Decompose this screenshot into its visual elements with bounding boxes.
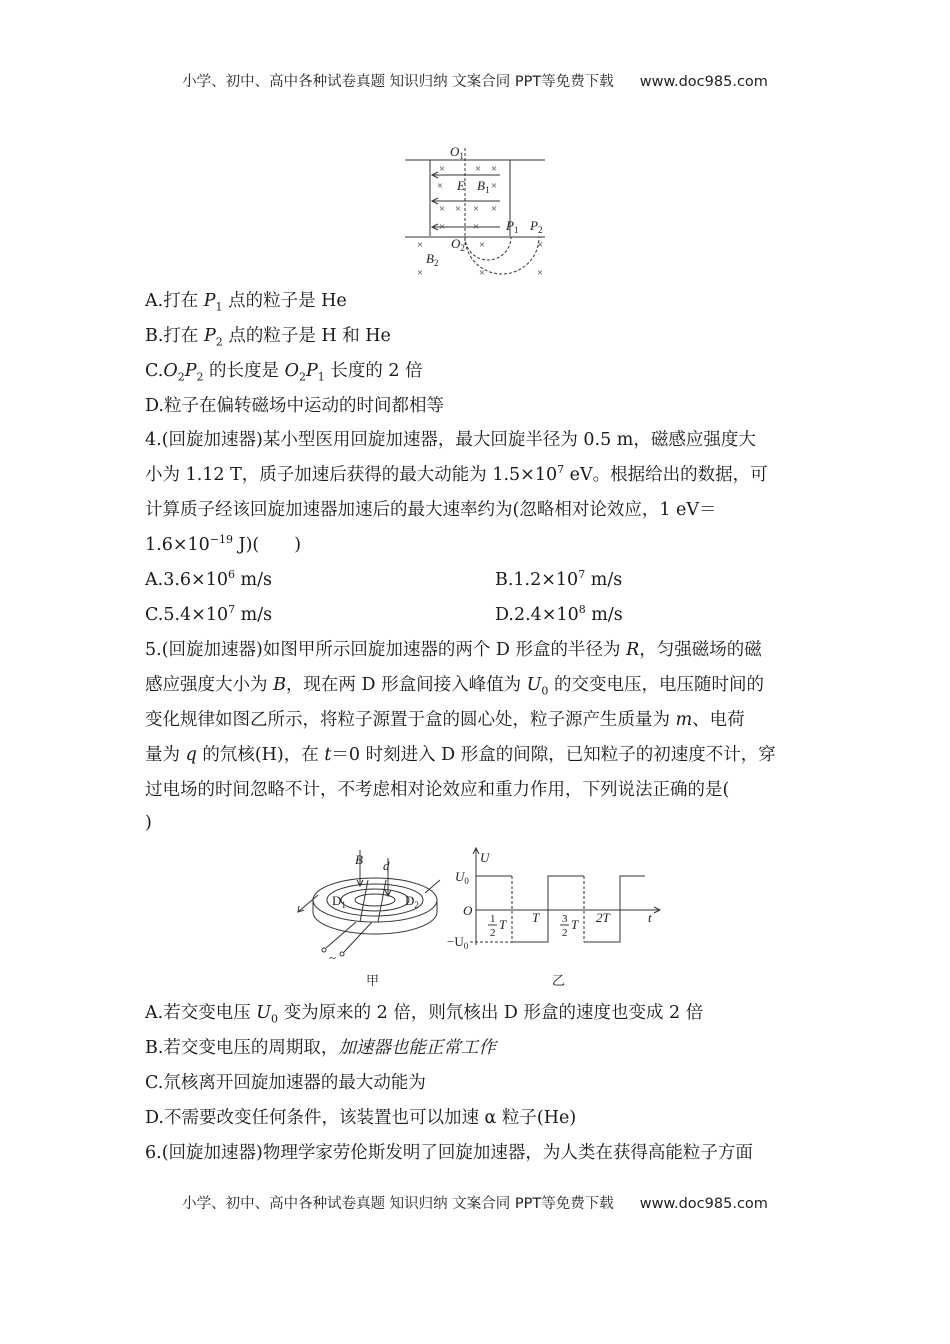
tick-half-den: 2 xyxy=(490,927,496,939)
header-text: 小学、初中、高中各种试卷真题 知识归纳 文案合同 PPT等免费下载 xyxy=(182,74,614,90)
field-cross: × xyxy=(478,267,486,279)
tick-three-halves-t: T xyxy=(571,917,579,932)
field-cross: × xyxy=(536,239,544,251)
q5-option-d: D.不需要改变任何条件，该装置也可以加速 α 粒子(He) xyxy=(145,1108,577,1128)
field-cross: × xyxy=(490,163,498,175)
header-url[interactable]: www.doc985.com xyxy=(639,74,768,90)
field-cross: × xyxy=(536,267,544,279)
footer-text: 小学、初中、高中各种试卷真题 知识归纳 文案合同 PPT等免费下载 xyxy=(182,1196,614,1212)
q3-option-b: B.打在 $P_2$ 点的粒子是 H 和 He xyxy=(145,326,391,349)
footer-url[interactable]: www.doc985.com xyxy=(639,1196,768,1212)
q4-line-3: 计算质子经该回旋加速器加速后的最大速率约为(忽略相对论效应，1 eV＝ xyxy=(145,500,717,520)
q4-line-4: $1.6\times 10^{-19}$ J)( ) xyxy=(145,533,302,555)
label-e: E xyxy=(457,178,465,193)
figure-mass-spectrometer xyxy=(400,138,560,283)
q5-line-5: 过电场的时间忽略不计，不考虑相对论效应和重力作用，下列说法正确的是( xyxy=(145,780,730,800)
q5-line-3: 变化规律如图乙所示，将粒子源置于盒的圆心处，粒子源产生质量为 m、电荷 xyxy=(145,710,745,730)
q4-line-2: 小为 1.12 T，质子加速后获得的最大动能为 $1.5\times 10^7$ eV。根据给出的数据，可 xyxy=(145,463,768,485)
field-cross: × xyxy=(472,221,480,233)
label-b2: $B_2$ xyxy=(426,251,439,268)
q5-line-2: 感应强度大小为 B，现在两 D 形盒间接入峰值为 $U_0$ 的交变电压，电压随时间的 xyxy=(145,675,764,698)
label-p1: $P_1$ xyxy=(506,218,519,235)
field-cross: × xyxy=(438,203,446,215)
q3-option-a: A.打在 $P_1$ 点的粒子是 He xyxy=(145,291,347,314)
field-cross: × xyxy=(438,163,446,175)
q5-line-1: 5.(回旋加速器)如图甲所示回旋加速器的两个 D 形盒的半径为 R，匀强磁场的磁 xyxy=(145,640,762,660)
figure-cyclotron xyxy=(280,840,680,1000)
q4-option-a: $A.3.6\times 10^6$ m/s xyxy=(145,568,273,590)
tick-three-halves-den: 2 xyxy=(562,927,568,939)
label-o1: $O_1$ xyxy=(450,144,464,161)
q3-option-d: D.粒子在偏转磁场中运动的时间都相等 xyxy=(145,396,444,416)
field-cross: × xyxy=(454,203,462,215)
label-u-axis: U xyxy=(480,850,490,865)
field-cross: × xyxy=(416,239,424,251)
tick-three-halves-num: 3 xyxy=(562,913,568,925)
label-neg-u0: $-U_0$ xyxy=(447,934,469,951)
tick-2t: 2T xyxy=(596,910,610,925)
q3-option-c: $C.O_2P_2$ 的长度是 $O_2P_1$ 长度的 2 倍 xyxy=(145,361,423,384)
field-cross: × xyxy=(436,180,444,192)
field-cross: × xyxy=(472,203,480,215)
page-header xyxy=(0,70,950,91)
caption-jia: 甲 xyxy=(366,973,380,988)
q5-option-c: C.氘核离开回旋加速器的最大动能为 xyxy=(145,1073,426,1093)
tick-t: T xyxy=(532,910,540,925)
field-cross: × xyxy=(490,203,498,215)
label-origin: O xyxy=(463,903,473,918)
label-u0: $U_0$ xyxy=(455,869,469,886)
label-b-field: B xyxy=(355,852,363,867)
q5-line-6: ) xyxy=(145,813,152,833)
q5-line-4: 量为 q 的氘核(H)，在 t＝0 时刻进入 D 形盒的间隙，已知粒子的初速度不计，穿 xyxy=(145,745,776,765)
q4-option-c: $C.5.4\times 10^7$ m/s xyxy=(145,603,273,625)
label-p2: $P_2$ xyxy=(530,218,543,235)
page-footer xyxy=(0,1192,950,1213)
label-b1: $B_1$ xyxy=(477,178,490,195)
label-d1: $D_1$ xyxy=(332,893,346,910)
field-cross: × xyxy=(438,221,446,233)
tick-half-num: 1 xyxy=(490,913,496,925)
q4-option-b: $B.1.2\times 10^7$ m/s xyxy=(495,568,623,590)
label-t-axis: t xyxy=(648,910,652,925)
label-d2: $D_2$ xyxy=(405,893,419,910)
q5-option-a: A.若交变电压 $U_0$ 变为原来的 2 倍，则氘核出 D 形盒的速度也变成 2 倍 xyxy=(145,1003,704,1026)
field-cross: × xyxy=(478,239,486,251)
label-ac-source: ~ xyxy=(329,950,337,965)
label-gap-d: d xyxy=(383,858,390,873)
tick-half-t: T xyxy=(499,917,507,932)
q5-option-b: B.若交变电压的周期取，加速器也能正常工作 xyxy=(145,1038,496,1058)
q6-line-1: 6.(回旋加速器)物理学家劳伦斯发明了回旋加速器，为人类在获得高能粒子方面 xyxy=(145,1143,753,1163)
field-cross: × xyxy=(490,180,498,192)
label-o2: $O_2$ xyxy=(451,236,465,253)
caption-yi: 乙 xyxy=(552,973,566,988)
field-cross: × xyxy=(474,163,482,175)
q4-line-1: 4.(回旋加速器)某小型医用回旋加速器，最大回旋半径为 0.5 m，磁感应强度大 xyxy=(145,430,756,450)
field-cross: × xyxy=(416,267,424,279)
q4-option-d: $D.2.4\times 10^8$ m/s xyxy=(495,603,623,625)
